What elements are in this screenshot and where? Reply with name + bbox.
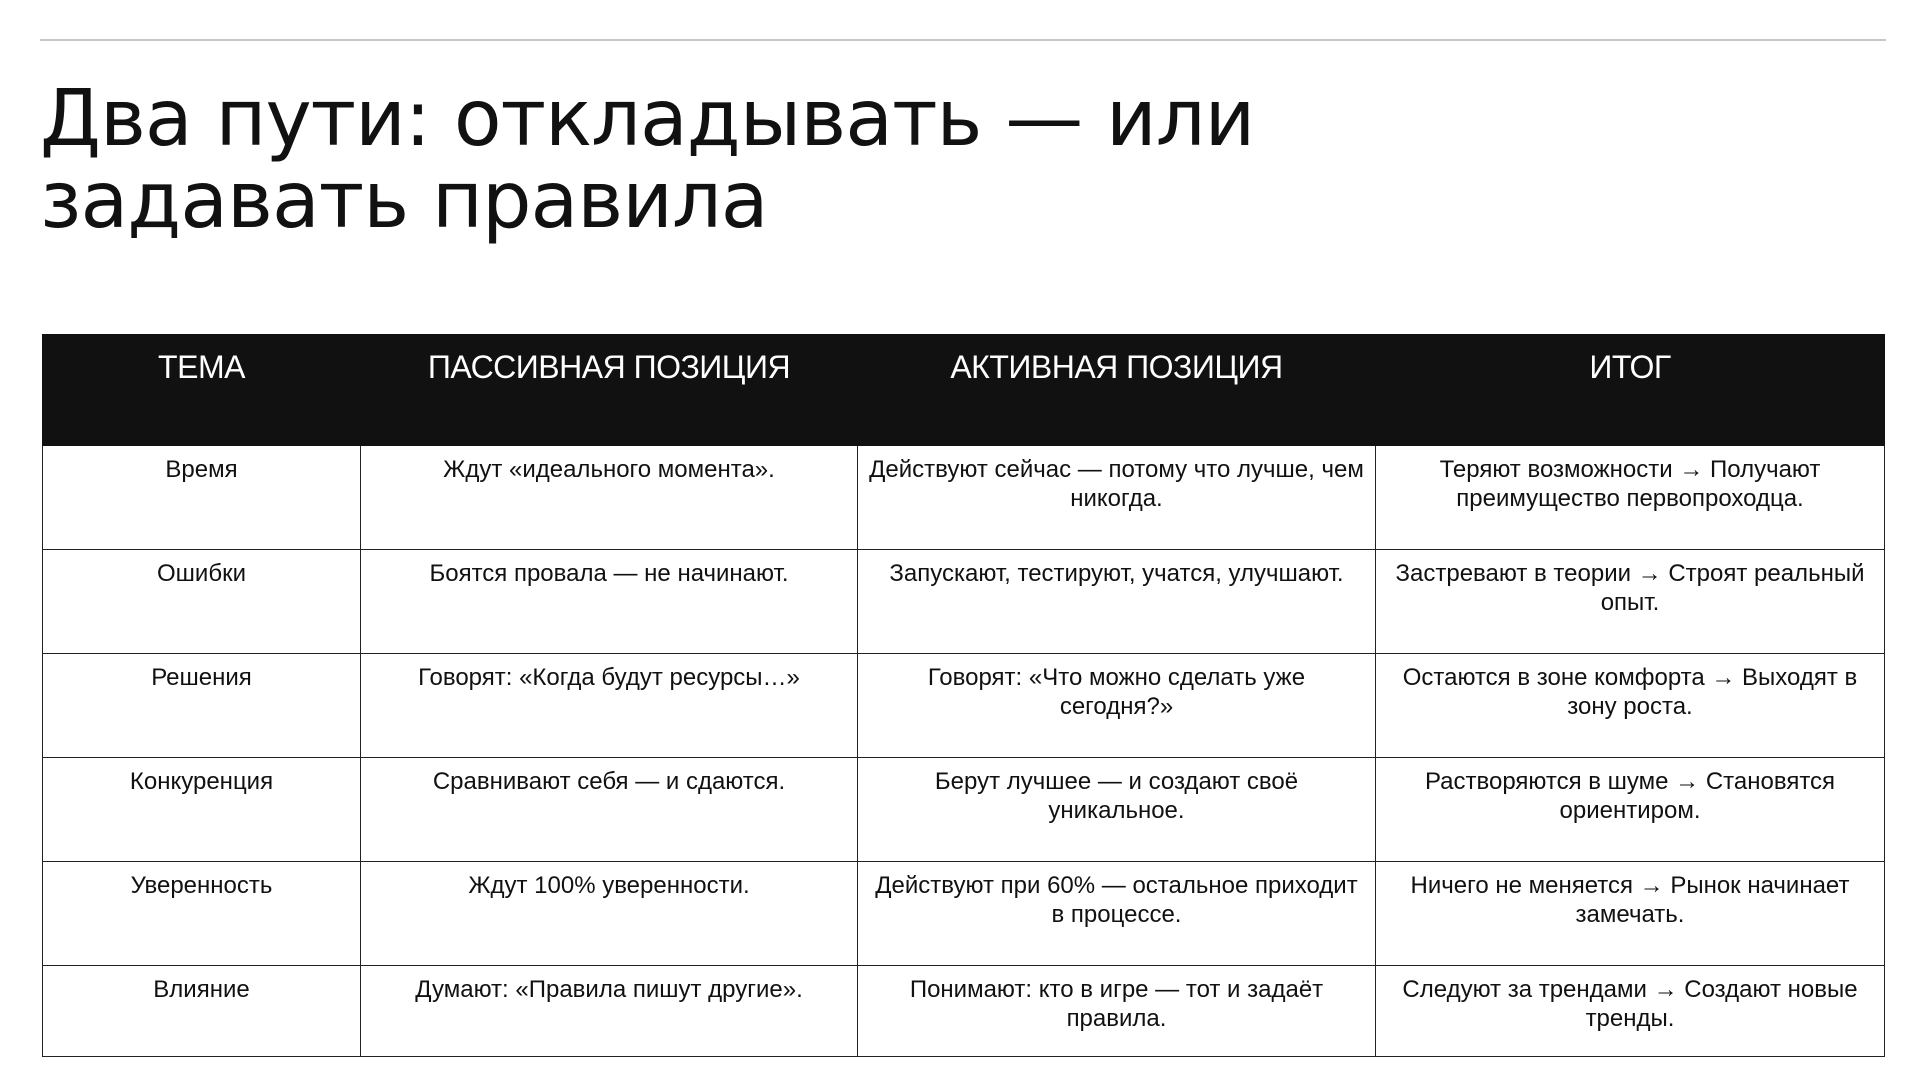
cell-topic: Влияние — [43, 966, 361, 1057]
cell-active: Действуют при 60% — остальное приходит в процессе. — [858, 862, 1376, 966]
cell-passive: Говорят: «Когда будут ресурсы…» — [361, 654, 858, 758]
cell-result: Застревают в теории → Строят реальный опыт. — [1376, 550, 1885, 654]
header-topic: ТЕМА — [43, 335, 361, 446]
cell-active: Говорят: «Что можно сделать уже сегодня?» — [858, 654, 1376, 758]
header-passive: ПАССИВНАЯ ПОЗИЦИЯ — [361, 335, 858, 446]
cell-result: Ничего не меняется → Рынок начинает замечать. — [1376, 862, 1885, 966]
cell-active: Понимают: кто в игре — тот и задаёт правила. — [858, 966, 1376, 1057]
title-line: задавать правила — [40, 156, 768, 246]
cell-active: Действуют сейчас — потому что лучше, чем никогда. — [858, 446, 1376, 550]
table-row — [43, 966, 1885, 1057]
top-divider — [40, 39, 1886, 41]
cell-result: Теряют возможности → Получают преимущество первопроходца. — [1376, 446, 1885, 550]
cell-topic: Решения — [43, 654, 361, 758]
table-body — [43, 446, 1885, 1057]
table-header — [43, 335, 1885, 446]
cell-topic: Уверенность — [43, 862, 361, 966]
cell-topic: Время — [43, 446, 361, 550]
cell-passive: Ждут 100% уверенности. — [361, 862, 858, 966]
header-active: АКТИВНАЯ ПОЗИЦИЯ — [858, 335, 1376, 446]
slide-title — [40, 74, 1340, 246]
cell-passive: Боятся провала — не начинают. — [361, 550, 858, 654]
cell-passive: Сравнивают себя — и сдаются. — [361, 758, 858, 862]
table-row — [43, 550, 1885, 654]
table-row — [43, 758, 1885, 862]
cell-result: Растворяются в шуме → Становятся ориентиром. — [1376, 758, 1885, 862]
cell-result: Остаются в зоне комфорта → Выходят в зону роста. — [1376, 654, 1885, 758]
table-row — [43, 654, 1885, 758]
cell-topic: Конкуренция — [43, 758, 361, 862]
header-result: ИТОГ — [1376, 335, 1885, 446]
cell-passive: Ждут «идеального момента». — [361, 446, 858, 550]
comparison-table — [42, 334, 1885, 1057]
cell-active: Берут лучшее — и создают своё уникальное. — [858, 758, 1376, 862]
cell-passive: Думают: «Правила пишут другие». — [361, 966, 858, 1057]
cell-topic: Ошибки — [43, 550, 361, 654]
cell-result: Следуют за трендами → Создают новые тренды. — [1376, 966, 1885, 1057]
title-line: Два пути: откладывать — или — [40, 74, 1255, 164]
header-row — [43, 335, 1885, 446]
table-row — [43, 862, 1885, 966]
cell-active: Запускают, тестируют, учатся, улучшают. — [858, 550, 1376, 654]
table-row — [43, 446, 1885, 550]
